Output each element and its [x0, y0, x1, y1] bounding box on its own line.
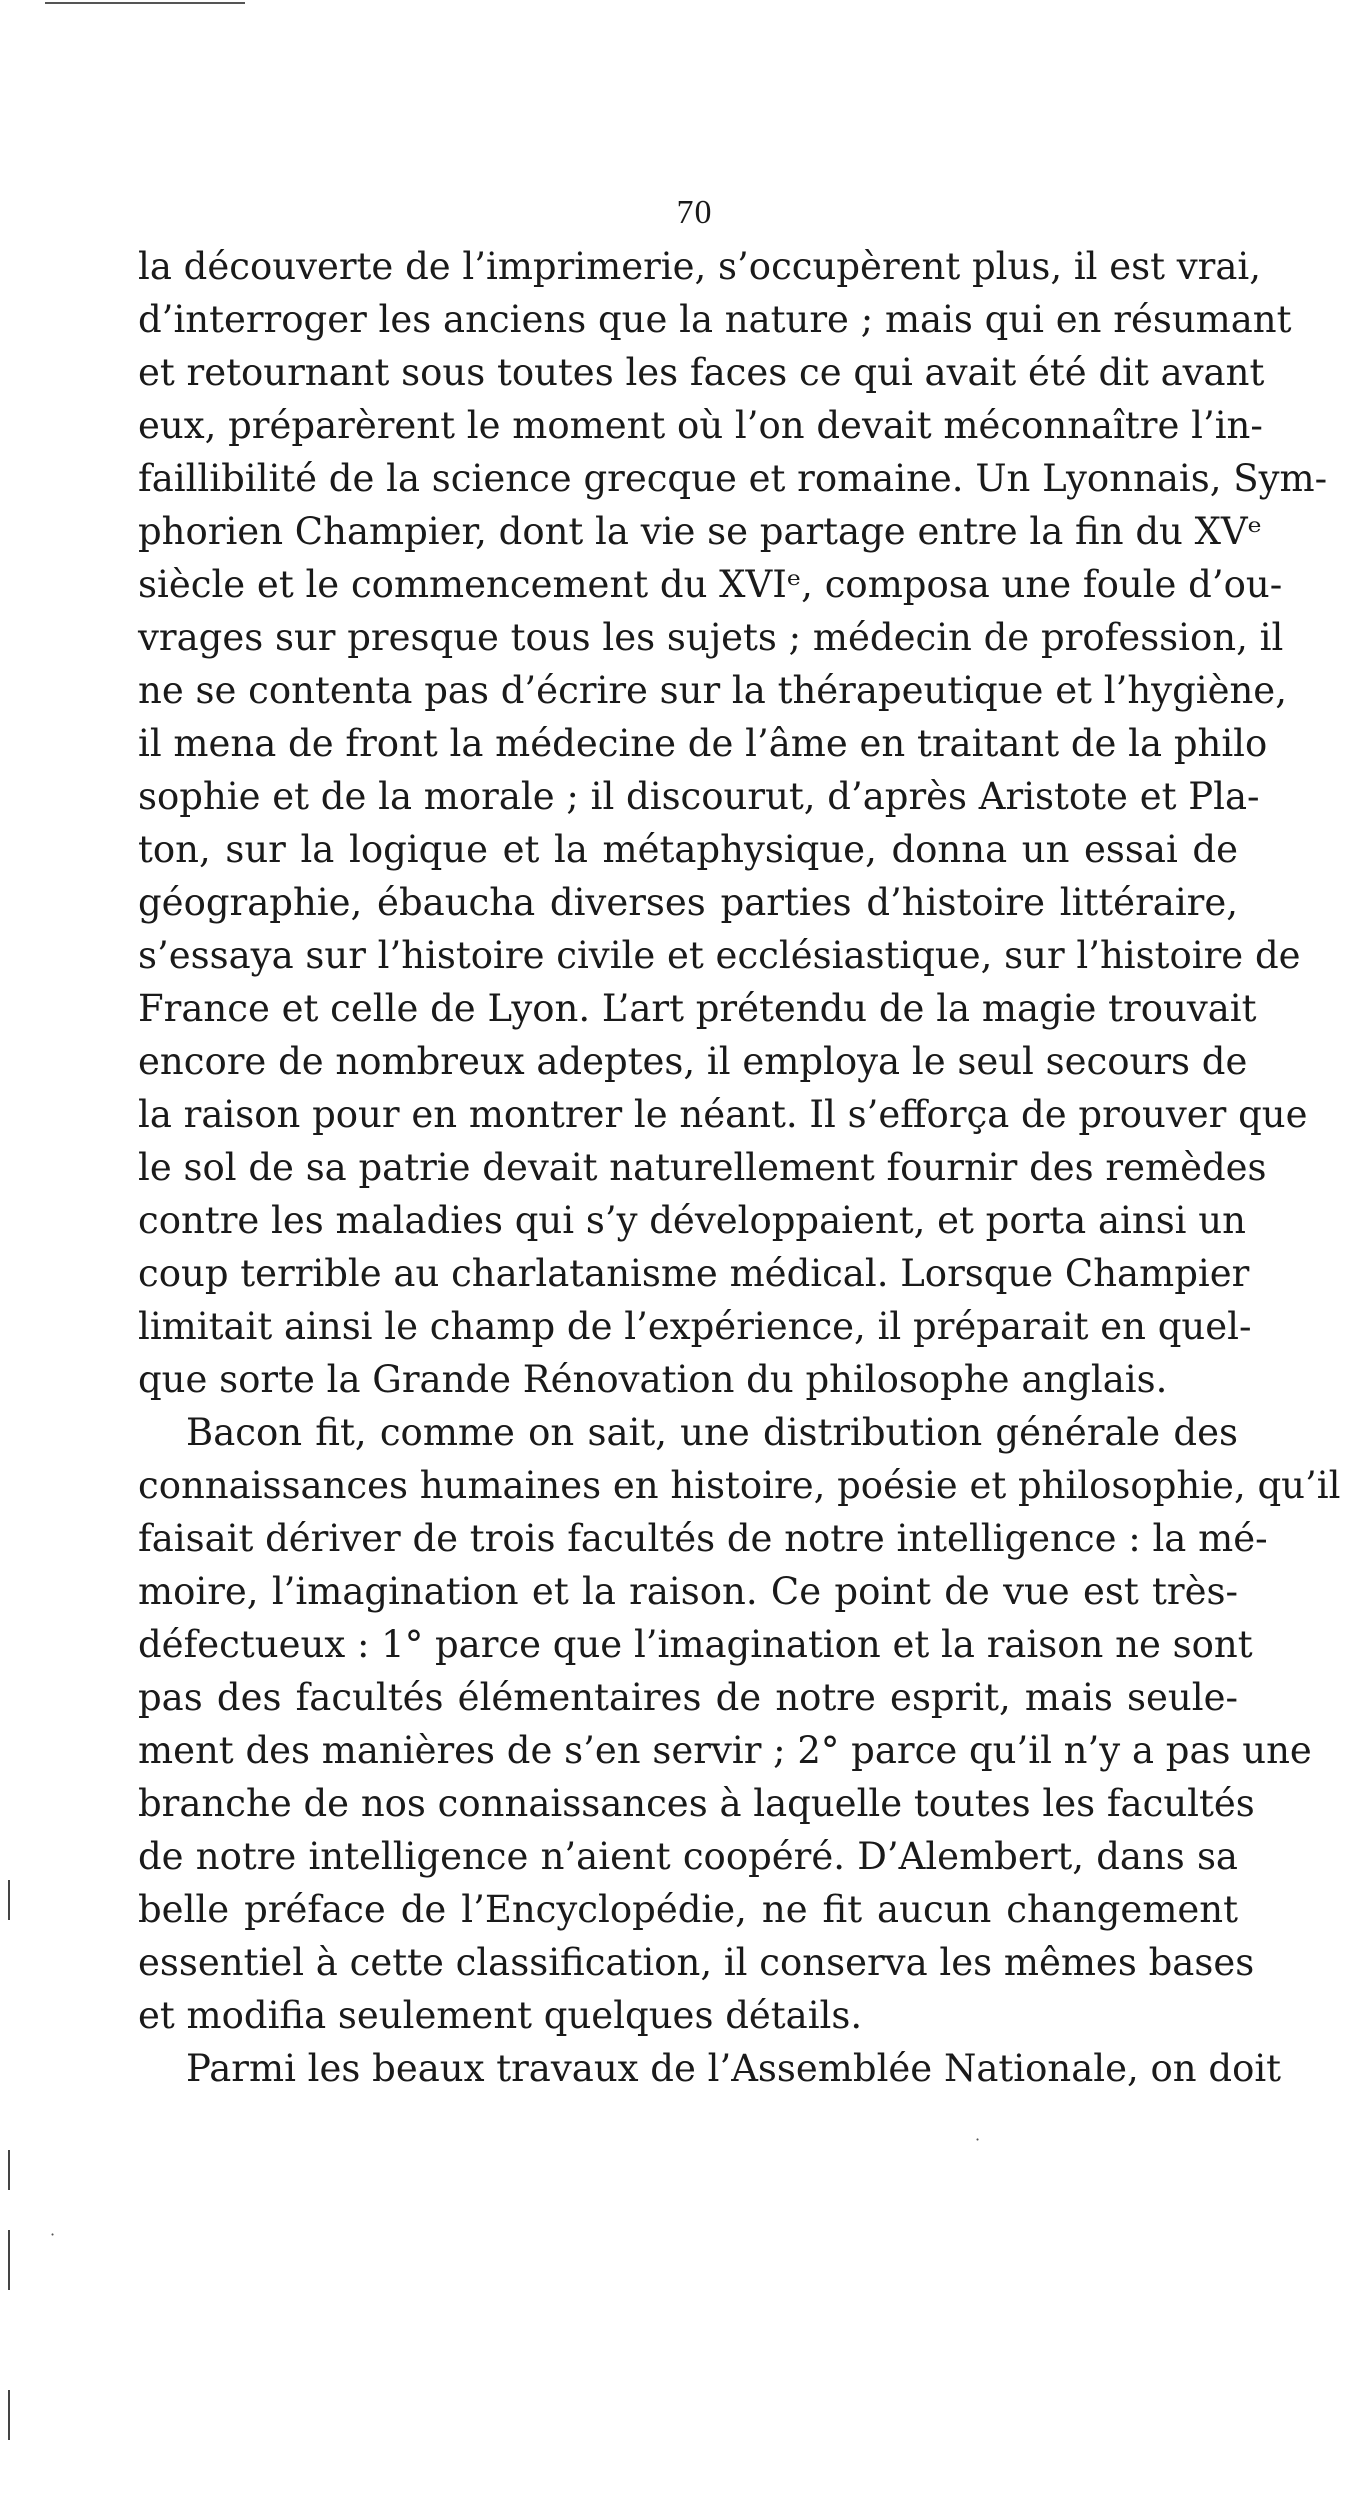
text-line: phorien Champier, dont la vie se partage entre la fin du XVᵉ [138, 510, 1262, 553]
text-line: le sol de sa patrie devait naturellement fournir des remèdes [138, 1146, 1267, 1189]
body-text [138, 240, 1341, 2095]
text-line: encore de nombreux adeptes, il employa le seul secours de [138, 1040, 1248, 1083]
text-line: faillibilité de la science grecque et romaine. Un Lyonnais, Sym- [138, 457, 1328, 500]
text-line: essentiel à cette classification, il conserva les mêmes bases [138, 1941, 1255, 1984]
margin-mark [8, 2150, 10, 2190]
text-line: il mena de front la médecine de l’âme en traitant de la philo [138, 722, 1268, 765]
text-line: la raison pour en montrer le néant. Il s’efforça de prouver que [138, 1093, 1308, 1136]
text-line: et retournant sous toutes les faces ce qui avait été dit avant [138, 351, 1265, 394]
text-line: défectueux : 1° parce que l’imagination et la raison ne sont [138, 1623, 1253, 1666]
text-line: ton, sur la logique et la métaphysique, donna un essai de [138, 828, 1238, 871]
text-line: Bacon fit, comme on sait, une distribution générale des [186, 1411, 1238, 1454]
ink-speck: · [975, 2130, 981, 2149]
margin-mark [8, 2230, 10, 2290]
margin-mark [8, 1880, 10, 1920]
text-line: de notre intelligence n’aient coopéré. D’Alembert, dans sa [138, 1835, 1238, 1878]
text-line: faisait dériver de trois facultés de notre intelligence : la mé- [138, 1517, 1268, 1560]
text-line: coup terrible au charlatanisme médical. Lorsque Champier [138, 1252, 1250, 1295]
text-line: moire, l’imagination et la raison. Ce point de vue est très- [138, 1570, 1238, 1613]
text-line: contre les maladies qui s’y développaient, et porta ainsi un [138, 1199, 1246, 1242]
text-line: que sorte la Grande Rénovation du philosophe anglais. [138, 1358, 1168, 1401]
text-line: vrages sur presque tous les sujets ; médecin de profession, il [138, 616, 1284, 659]
text-line: limitait ainsi le champ de l’expérience, il préparait en quel- [138, 1305, 1252, 1348]
page-number: 70 [676, 194, 713, 231]
text-line: géographie, ébaucha diverses parties d’histoire littéraire, [138, 881, 1238, 924]
text-line: ment des manières de s’en servir ; 2° parce qu’il n’y a pas une [138, 1729, 1312, 1772]
top-rule [45, 2, 245, 4]
text-line: belle préface de l’Encyclopédie, ne fit aucun changement [138, 1888, 1238, 1931]
text-line: connaissances humaines en histoire, poésie et philosophie, qu’il [138, 1464, 1341, 1507]
text-line: ne se contenta pas d’écrire sur la thérapeutique et l’hygiène, [138, 669, 1287, 712]
text-line: siècle et le commencement du XVIᵉ, composa une foule d’ou- [138, 563, 1283, 606]
text-line: eux, préparèrent le moment où l’on devait méconnaître l’in- [138, 404, 1263, 447]
text-line: pas des facultés élémentaires de notre esprit, mais seule- [138, 1676, 1238, 1719]
text-line: sophie et de la morale ; il discourut, d’après Aristote et Pla- [138, 775, 1260, 818]
text-line: France et celle de Lyon. L’art prétendu de la magie trouvait [138, 987, 1257, 1030]
text-line: d’interroger les anciens que la nature ; mais qui en résumant [138, 298, 1292, 341]
ink-speck: · [50, 2225, 56, 2244]
text-line: s’essaya sur l’histoire civile et ecclésiastique, sur l’histoire de [138, 934, 1301, 977]
margin-mark [8, 2390, 10, 2440]
text-line: Parmi les beaux travaux de l’Assemblée Nationale, on doit [186, 2047, 1282, 2090]
text-line: branche de nos connaissances à laquelle toutes les facultés [138, 1782, 1255, 1825]
text-line: et modifia seulement quelques détails. [138, 1994, 863, 2037]
text-line: la découverte de l’imprimerie, s’occupèrent plus, il est vrai, [138, 245, 1262, 288]
